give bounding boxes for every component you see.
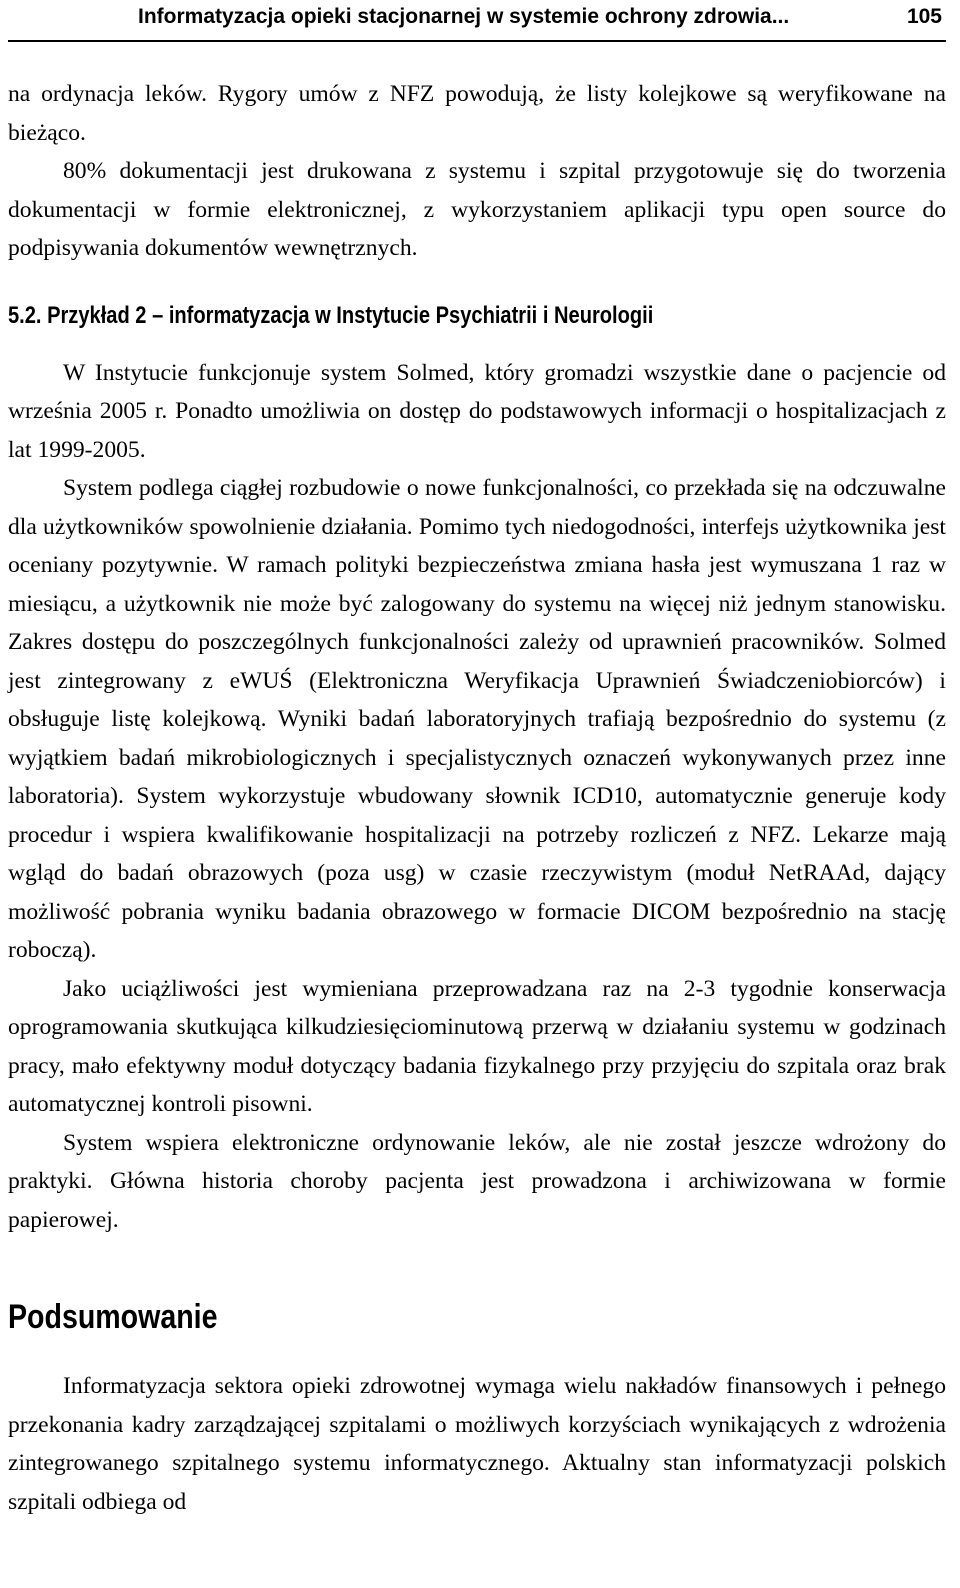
main-text [8, 75, 946, 268]
section-heading-5-2: 5.2. Przykład 2 – informatyzacja w Instytucie Psychiatrii i Neurologii [8, 301, 654, 329]
header-rule [8, 40, 946, 42]
continuation-paragraph: na ordynacja leków. Rygory umów z NFZ powodują, że listy kolejkowe są weryfikowane na bieżąco. [8, 81, 946, 146]
summary-heading: Podsumowanie [8, 1298, 218, 1336]
paragraph-drug-ordering: System wspiera elektroniczne ordynowanie leków, ale nie został jeszcze wdrożony do praktyki. Główna historia choroby pacjenta jest prowadzona i archiwizowana w formie papierowej. [8, 1129, 946, 1233]
page-number: 105 [906, 5, 942, 28]
paragraph-inconveniences: Jako uciążliwości jest wymieniana przeprowadzana raz na 2-3 tygodnie konserwacja oprogramowania skutkująca kilkudziesięciominutową przerwą w działaniu systemu w godzinach pracy, mało efektywny moduł dotyczący badania fizykalnego przy przyjęciu do szpitala oraz brak automatycznej kontroli pisowni. [8, 975, 946, 1117]
summary-paragraph: Informatyzacja sektora opieki zdrowotnej wymaga wielu nakładów finansowych i pełnego przekonania kadry zarządzającej szpitalami o możliwych korzyściach wynikających z wdrożenia zintegrowanego szpitalnego systemu informatycznego. Aktualny stan informatyzacji polskich szpitali odbiega od [8, 1373, 946, 1515]
paragraph-system-development: System podlega ciągłej rozbudowie o nowe funkcjonalności, co przekłada się na odczuwalne dla użytkowników spowolnienie działania. Pomimo tych niedogodności, interfejs użytkownika jest oceniany pozytywnie. W ramach polityki bezpieczeństwa zmiana hasła jest wymuszana 1 raz w miesiącu, a użytkownik nie może być zalogowany do systemu na więcej niż jednym stanowisku. Zakres dostępu do poszczególnych funkcjonalności zależy od uprawnień pracowników. Solmed jest zintegrowany z eWUŚ (Elektroniczna Weryfikacja Uprawnień Świadczeniobiorców) i obsługuje listę kolejkową. Wyniki badań laboratoryjnych trafiają bezpośrednio do systemu (z wyjątkiem badań mikrobiologicznych i specjalistycznych oznaczeń wykonywanych przez inne laboratoria). System wykorzystuje wbudowany słownik ICD10, automatycznie generuje kody procedur i wspiera kwalifikowanie hospitalizacji na potrzeby rozliczeń z NFZ. Lekarze mają wgląd do badań obrazowych (poza usg) w czasie rzeczywistym (moduł NetRAAd, dający możliwość pobrania wyniku badania obrazowego w formacie DICOM bezpośrednio na stację roboczą). [8, 475, 946, 963]
summary-body [8, 1367, 946, 1521]
paragraph-solmed: W Instytucie funkcjonuje system Solmed, który gromadzi wszystkie dane o pacjencie od września 2005 r. Ponadto umożliwia on dostęp do podstawowych informacji o hospitalizacjach z lat 1999-2005. [8, 359, 946, 463]
paragraph-documentation: 80% dokumentacji jest drukowana z systemu i szpital przygotowuje się do tworzenia dokumentacji w formie elektronicznej, z wykorzystaniem aplikacji typu open source do podpisywania dokumentów wewnętrznych. [8, 158, 946, 261]
running-title: Informatyzacja opieki stacjonarnej w systemie ochrony zdrowia... [138, 5, 790, 28]
section-5-2-body [8, 354, 946, 1240]
running-header [8, 0, 946, 32]
